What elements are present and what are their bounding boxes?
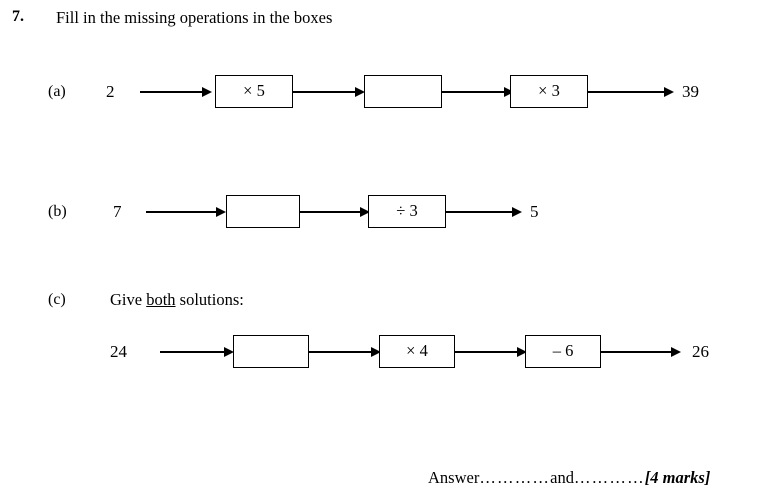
part-b-end-number: 5 bbox=[530, 202, 539, 221]
arrow-c-4 bbox=[601, 347, 681, 358]
arrow-b-2 bbox=[300, 207, 370, 218]
arrow-c-2 bbox=[309, 347, 381, 358]
part-a-box-2[interactable] bbox=[364, 75, 442, 108]
part-a-box-1[interactable] bbox=[215, 75, 293, 108]
part-a-row bbox=[0, 70, 774, 130]
part-b-box-1[interactable] bbox=[226, 195, 300, 228]
part-b-row bbox=[0, 190, 774, 250]
answer-line bbox=[428, 468, 710, 488]
part-c-box-3[interactable] bbox=[525, 335, 601, 368]
part-c-start-number: 24 bbox=[110, 342, 127, 361]
arrow-b-1 bbox=[146, 207, 226, 218]
part-c-instruction-pre: Give bbox=[110, 290, 147, 309]
part-a-box-3[interactable] bbox=[510, 75, 588, 108]
arrow-a-2 bbox=[293, 87, 365, 98]
answer-and: and bbox=[550, 468, 574, 487]
part-label-b: (b) bbox=[48, 203, 67, 220]
answer-dots-1[interactable]: ………… bbox=[479, 468, 551, 487]
marks-label: [4 marks] bbox=[644, 468, 711, 487]
part-a-end-number: 39 bbox=[682, 82, 699, 101]
arrow-c-3 bbox=[455, 347, 527, 358]
part-c-end-number: 26 bbox=[692, 342, 709, 361]
part-c-instruction-post: solutions: bbox=[175, 290, 244, 309]
question-text: Fill in the missing operations in the boxes bbox=[56, 8, 333, 27]
part-a-box-1-label: × 5 bbox=[243, 81, 265, 101]
part-a-box-3-label: × 3 bbox=[538, 81, 560, 101]
part-c-instruction-underlined: both bbox=[146, 290, 176, 309]
arrow-a-1 bbox=[140, 87, 212, 98]
part-label-c: (c) bbox=[48, 291, 66, 308]
arrow-a-4 bbox=[588, 87, 674, 98]
arrow-a-3 bbox=[442, 87, 514, 98]
part-c-box-2-label: × 4 bbox=[406, 341, 428, 361]
part-b-start-number: 7 bbox=[113, 202, 122, 221]
question-number: 7. bbox=[12, 8, 24, 25]
part-label-a: (a) bbox=[48, 83, 66, 100]
answer-dots-2[interactable]: ………… bbox=[573, 468, 645, 487]
part-b-box-2[interactable] bbox=[368, 195, 446, 228]
part-c-box-1[interactable] bbox=[233, 335, 309, 368]
arrow-c-1 bbox=[160, 347, 234, 358]
part-c-instruction bbox=[110, 290, 244, 310]
part-c-row bbox=[0, 330, 774, 390]
part-a-start-number: 2 bbox=[106, 82, 115, 101]
question-header bbox=[12, 8, 752, 34]
answer-label: Answer bbox=[428, 468, 480, 487]
part-b-box-2-label: ÷ 3 bbox=[396, 201, 418, 221]
part-c-box-2[interactable] bbox=[379, 335, 455, 368]
arrow-b-3 bbox=[446, 207, 522, 218]
part-c-box-3-label: – 6 bbox=[552, 341, 574, 361]
